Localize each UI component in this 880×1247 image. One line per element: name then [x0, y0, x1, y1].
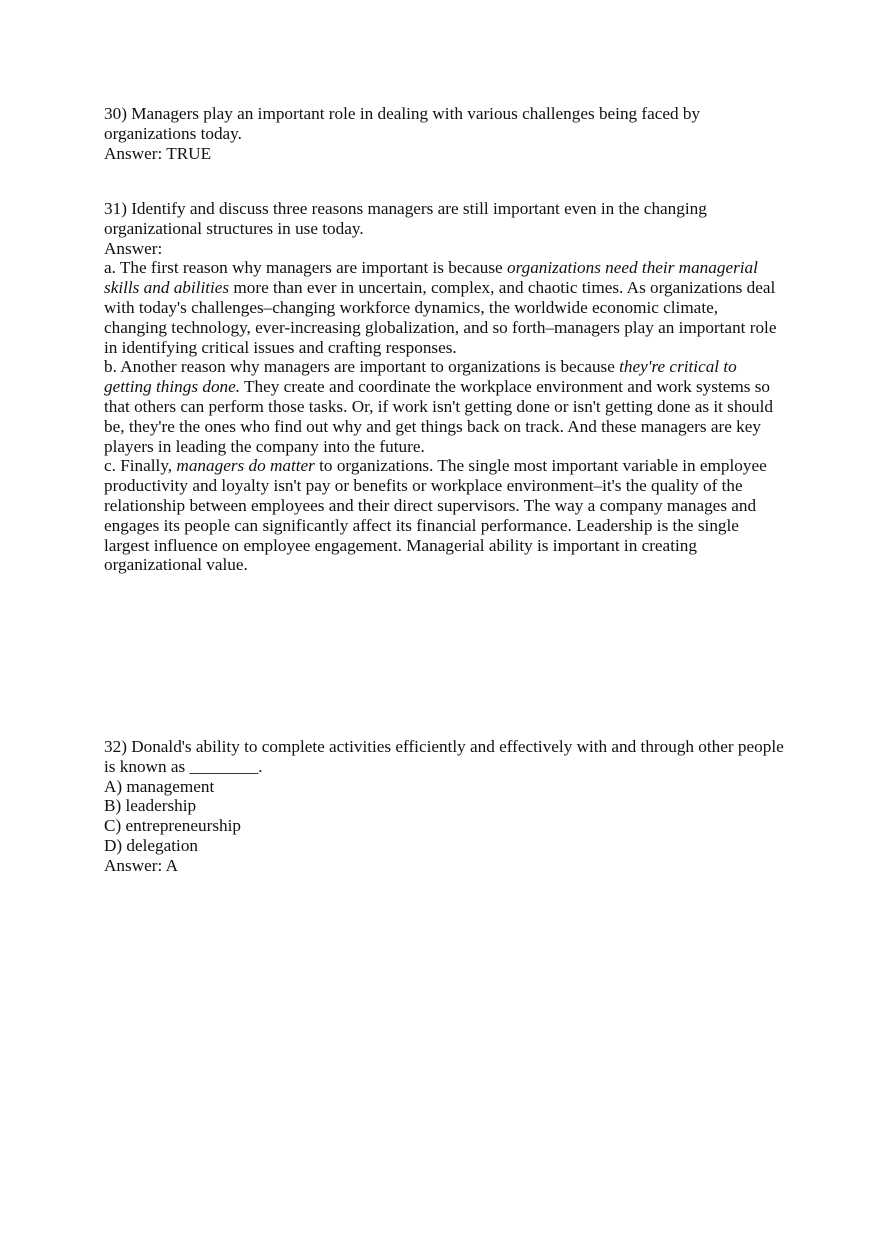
question-31-point-c	[104, 456, 784, 575]
option-c: C) entrepreneurship	[104, 816, 241, 836]
question-32-stem: 32) Donald's ability to complete activities efficiently and effectively with and through other people is known as ________.	[104, 737, 784, 776]
point-b-emphasis: they're critical to getting things done.	[104, 357, 737, 397]
option-a: A) management	[104, 776, 215, 796]
question-30-stem: 30) Managers play an important role in dealing with various challenges being faced by organizations today.	[104, 104, 701, 143]
question-32	[104, 737, 784, 876]
question-32-answer: Answer: A	[104, 855, 178, 875]
option-d: D) delegation	[104, 835, 199, 855]
option-b: B) leadership	[104, 796, 197, 816]
point-c-emphasis: managers do matter	[176, 456, 315, 476]
point-c-body: to organizations. The single most important variable in employee productivity and loyalty isn't pay or benefits or workplace environment–it's the quality of the relationship between employees and their direct supervisors. The way a company manages and engages its people can significantly affect its financial performance. Leadership is the single largest influence on employee engagement. Managerial ability is important in creating organizational value.	[104, 456, 767, 575]
point-c-intro: c. Finally,	[104, 456, 177, 476]
point-a-emphasis: organizations need their managerial skills and abilities	[104, 258, 758, 298]
question-31-answer-label: Answer:	[104, 238, 163, 258]
question-31	[104, 199, 784, 575]
question-30	[104, 104, 784, 163]
point-a-intro: a. The first reason why managers are important is because	[104, 258, 507, 278]
point-a-body: more than ever in uncertain, complex, and chaotic times. As organizations deal with today's challenges–changing workforce dynamics, the worldwide economic climate, changing technology, ever-increasing globalization, and so forth–managers play an important role in identifying critical issues and crafting responses.	[104, 278, 777, 357]
question-31-point-b	[104, 357, 784, 456]
question-31-point-a	[104, 258, 784, 357]
question-31-stem: 31) Identify and discuss three reasons managers are still important even in the changing organizational structures in use today.	[104, 199, 707, 238]
point-b-intro: b. Another reason why managers are important to organizations is because	[104, 357, 620, 377]
point-b-body: They create and coordinate the workplace environment and work systems so that others can perform those tasks. Or, if work isn't getting done or isn't getting done as it should be, they're the ones who find out why and get things back on track. And these managers are key players in leading the company into the future.	[104, 377, 774, 456]
question-30-answer: Answer: TRUE	[104, 143, 212, 163]
